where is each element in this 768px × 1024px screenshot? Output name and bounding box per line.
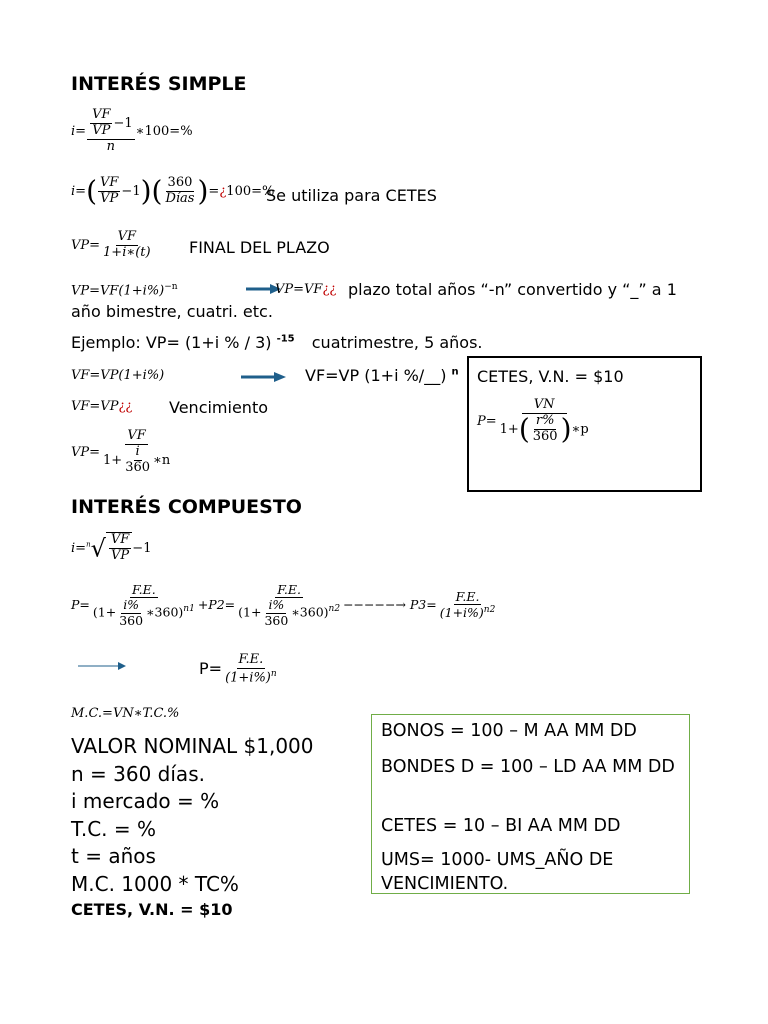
formula-vf-periods: VF=VP (1+i %/__) $^n$ [305,366,459,385]
list-item: M.C. 1000 * TC% [71,871,239,896]
formula-vp-compound: $VP=VF(1+i\%)^{-n}$ [71,282,178,299]
formula-compound-price: P= $\frac{F.E.}{(1+i\%)^n}$ [199,652,277,686]
list-item: n = 360 días. [71,761,205,786]
note-final-plazo: FINAL DEL PLAZO [189,238,330,257]
instruments-box [371,714,690,894]
heading-interes-compuesto: INTERÉS COMPUESTO [71,496,302,518]
formula-price-cetes: P= VN 1+( $\frac{r\%}{360}$ )∗p [477,397,589,446]
list-item: VALOR NOMINAL $1,000 [71,734,314,758]
instrument-cetes: CETES = 10 – BI AA MM DD [381,816,621,836]
cetes-bold-note: CETES, V.N. = $10 [71,900,233,919]
formula-simple-rate: i= $\frac{VF}{VP}$ −1 n ∗100=% [71,107,193,154]
formula-cetes-rate: i=( $\frac{VF}{VP}$ −1)( $\frac{360}{\text{Días}}$ )=¿100=% [71,174,275,208]
formula-vp-vf: VP=VF¿¿ [275,282,337,297]
cetes-box [467,356,702,492]
note-vencimiento: Vencimiento [169,398,269,417]
formula-mc: M.C.=VN∗T.C.% [71,706,180,721]
formula-vf-vp: VF=VP¿¿ [71,399,133,414]
example-line: Ejemplo: VP= (1+i % / 3) $^{-15}$ cuatrimestre, 5 años. [71,333,483,352]
definitions-list [71,733,314,898]
instrument-bonos: BONOS = 100 – M AA MM DD [381,721,637,741]
list-item: i mercado = % [71,789,220,813]
instrument-ums: UMS= 1000- UMS_AÑO DE VENCIMIENTO. [381,850,614,894]
heading-interes-simple: INTERÉS SIMPLE [71,73,247,95]
arrow-right-icon [241,370,287,384]
formula-bond-price: P= F.E. (1+ $\frac{i\%}{360}$ ∗360)$^{n1}$ +P2= F.E. (1+ $\frac{i\%}{360}$ ∗360)$^{n2}$ −−−−−→ P3= $\frac{F.E.}{(1+i\%)^{n2}}$ [71,582,496,628]
formula-vp-days: VP= VF 1+ $\frac{i}{360}$ ∗n [71,428,171,475]
note-cetes: Se utiliza para CETES [266,186,437,205]
formula-compound-rate: i=$^n$√ $\frac{VF}{VP}$ −1 [71,532,152,563]
cetes-box-title: CETES, V.N. = $10 [477,367,624,386]
formula-future-value: VF=VP(1+i%) [71,368,165,383]
note-plazo-total-cont: año bimestre, cuatri. etc. [71,302,273,321]
list-item: t = años [71,844,156,868]
instrument-bondes: BONDES D = 100 – LD AA MM DD [381,757,675,777]
note-plazo-total: plazo total años “-n” convertido y “_” a 1 [348,280,677,299]
formula-present-value: VP= $\frac{VF}{1+i∗(t)}$ [71,229,151,260]
arrow-right-icon [78,660,128,672]
list-item: T.C. = % [71,816,156,841]
